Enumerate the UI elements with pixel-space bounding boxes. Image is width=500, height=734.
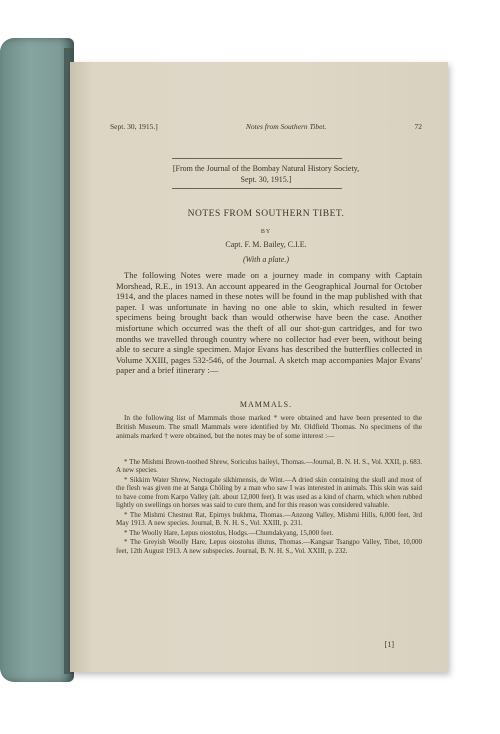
- mammals-intro: In the following list of Mammals those marked * were obtained and have been presented to the British Museum. The small Mammals were identified by Mr. Oldfield Thomas. No specimens of the animals marked † were obtained, but the notes may be of some interest :—: [116, 413, 422, 440]
- running-head: [110, 122, 422, 131]
- folio-number: [1]: [384, 640, 394, 649]
- mammals-heading: MAMMALS.: [239, 400, 293, 409]
- article-title: NOTES FROM SOUTHERN TIBET.: [187, 209, 345, 219]
- article-author: Capt. F. M. Bailey, C.I.E.: [225, 240, 307, 249]
- reprint-note-line2: Sept. 30, 1915.]: [240, 175, 292, 184]
- reprint-note: [110, 163, 422, 185]
- bottom-rule: [172, 188, 342, 189]
- plate-note: (With a plate.): [243, 255, 289, 264]
- reprint-note-line1: [From the Journal of the Bombay Natural History Society,: [172, 164, 360, 173]
- top-rule: [172, 158, 342, 159]
- intro-paragraph: The following Notes were made on a journey made in company with Captain Morshead, R.E., in 1913. An account appeared in the Geographical Journal for October 1914, and the places named in these notes will be found in the map published with that paper. I was unfortunate in having no one able to skin, which resulted in fewer specimens being brought back than would otherwise have been the case. Another misfortune which occurred was the theft of all our shot-gun cartridges, and for two months we travelled through country where no collector had ever been, without being able to secure a single specimen. Major Evans has described the butterflies collected in Volume XXIII, pages 532-546, of the Journal. A sketch map accompanies Major Evans' paper and a brief itinerary :—: [116, 270, 422, 376]
- running-head-date: Sept. 30, 1915.]: [110, 122, 158, 131]
- document-page: [70, 62, 448, 672]
- mammal-entry: * The Woolly Hare, Lepus oiostolus, Hodgs.—Chumdakyang, 15,000 feet.: [124, 528, 334, 537]
- book-cover: [0, 38, 74, 682]
- mammal-entry: * The Mishmi Brown-toothed Shrew, Soriculus baileyi, Thomas.—Journal, B. N. H. S., Vol. XXII, p. 683. A new species.: [116, 458, 422, 475]
- mammal-entry: * The Greyish Woolly Hare, Lepus oiostolus illutus, Thomas.—Kangsar Tsangpo Valley, Tibet, 10,000 feet, 12th August 1913. A new subspecies. Journal, B. N. H. S., Vol. XXIII, p. 232.: [116, 538, 422, 555]
- mammal-entry: * The Mishmi Chestnut Rat, Epimys bukhma, Thomas.—Anzong Valley, Mishmi Hills, 6,000 feet, 3rd May 1913. A new species. Journal, B. N. H. S., Vol. XXIII, p. 231.: [116, 510, 422, 528]
- mammal-entry: * Sikkim Water Shrew, Nectogale sikhimensis, de Wint.—A dried skin containing the skull and most of the flesh was given me at Sanga Chöling by a man who saw I was interested in animals. This skin was said to have come from Karpo Valley (alt. about 12,000 feet). It was used as a kind of charm, which when rubbed lightly on swellings on horses was said to cure them, and for this reason was considered valuable.: [116, 476, 422, 510]
- running-head-title: Notes from Southern Tibet.: [245, 122, 327, 131]
- mammal-list: [116, 458, 422, 556]
- byline-by: BY: [260, 229, 272, 235]
- page-number: 72: [414, 122, 422, 131]
